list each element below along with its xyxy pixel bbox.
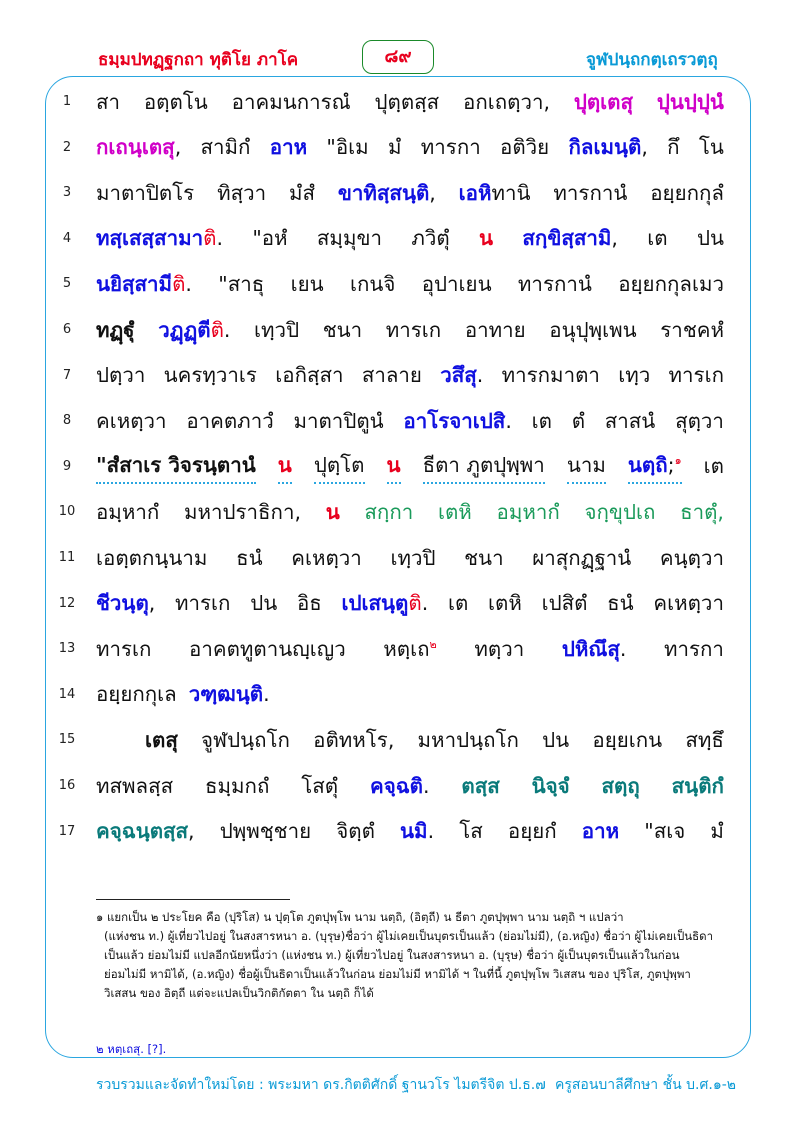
word: ทารเก <box>385 317 442 342</box>
word: อกเถตฺวา, <box>463 89 551 114</box>
word: อยฺยเกน <box>592 727 663 752</box>
line-number: 4 <box>62 230 72 246</box>
word: น <box>387 449 401 484</box>
word: ทารกานํ <box>553 180 628 205</box>
word: อยฺยกกุเล <box>96 682 177 707</box>
word: ขาทิสฺสนฺติ, <box>337 180 436 205</box>
word: กึ <box>667 135 680 160</box>
word: เทฺวปิ <box>254 317 300 342</box>
word: ราชคหํ <box>660 317 724 342</box>
line-number: 15 <box>58 732 76 748</box>
word: อยฺยกํ <box>507 819 557 844</box>
word: อิธ <box>296 591 322 616</box>
word: น <box>278 449 292 484</box>
word: คเหตฺวา <box>96 408 167 433</box>
text-line <box>96 447 724 487</box>
word: ทสฺเสสฺสามาติ. <box>96 226 223 251</box>
word: อาคตภาวํ <box>186 408 274 433</box>
word: กเถนฺเตสุ, <box>96 135 182 160</box>
word: ชนา <box>322 317 363 342</box>
word: ทารเก <box>175 591 231 616</box>
word: อยฺยกกุลเมว <box>618 271 724 296</box>
page-number: ๘๙ <box>362 40 434 74</box>
footnote-2-text: ๒ หตฺเถสุ. [?]. <box>96 1042 167 1056</box>
word: อาห <box>269 135 308 160</box>
line-number: 1 <box>62 94 72 109</box>
word: เต <box>647 226 668 251</box>
footer-right: ครูสอนบาลีศึกษา ชั้น บ.ศ.๑-๒ <box>554 1077 736 1093</box>
word: ธนํ <box>607 591 634 616</box>
word: อติทหโร, <box>313 727 395 752</box>
word: สุตฺวา <box>675 408 724 433</box>
word: สกฺขิสฺสามิ, <box>522 226 618 251</box>
word: ภวิตุํ <box>411 226 450 251</box>
word: สาลาย <box>361 363 422 388</box>
word: ทฏฺฐุํ <box>96 317 135 342</box>
text-line <box>96 173 724 213</box>
word: เตหิ <box>488 591 522 616</box>
word: น <box>479 226 494 251</box>
footnote-2 <box>96 1040 756 1059</box>
word: สามิกํ <box>200 135 251 160</box>
line-number: 14 <box>58 686 76 702</box>
text-line <box>96 492 724 532</box>
word: จกฺขุปเถ <box>584 499 656 524</box>
text-line <box>96 356 724 396</box>
word: เทฺวปิ <box>390 545 436 570</box>
word: เปเสนฺตูติ. <box>341 591 429 616</box>
text-line <box>96 766 724 806</box>
text-line <box>96 538 724 578</box>
word: ทารกา <box>420 135 481 160</box>
line-number: 7 <box>62 367 72 383</box>
word: ปุตฺเตสุ <box>573 89 634 114</box>
word: ทารกานํ <box>517 271 592 296</box>
word: คจฺฉนฺตสฺส, <box>96 819 195 844</box>
word: เอหิทานิ <box>458 180 531 205</box>
word: นิจฺจํ <box>531 773 570 798</box>
word: สมฺมุขา <box>316 226 382 251</box>
word: สา <box>96 89 121 114</box>
text-line <box>96 219 724 259</box>
word: เกนจิ <box>349 271 396 296</box>
text-line <box>96 82 724 122</box>
text-line <box>145 720 724 760</box>
word: คเหตฺวา <box>653 591 724 616</box>
footnote-1-line: ย่อมไม่มี หามิได้, (อ.หญิง) ชื่อผู้เป็นธิดาเป็นแล้วในก่อน ย่อมไม่มี หามิได้ ฯ ในที่นี้ ภูตปุพฺโพ วิเสสน ของ ปุริโส, ภูตปุพฺพา <box>104 967 691 981</box>
word: ปน <box>696 226 724 251</box>
word: ผาสุกฏฺฐานํ <box>532 545 632 570</box>
word: โน <box>698 135 724 160</box>
footnote-1-line: (แห่งชน ท.) ผู้เที่ยวไปอยู่ ในสงสารหนา อ. (บุรุษ)ชื่อว่า ผู้ไม่เคยเป็นบุตรเป็นแล้ว (ย่อมไม่มี), (อ.หญิง) ชื่อว่า ผู้ไม่เคยเป็นธิดา <box>104 929 714 943</box>
word: สทฺธึ <box>685 727 724 752</box>
word: อมฺหากํ <box>496 499 560 524</box>
word: มาตาปิตโร <box>96 180 195 205</box>
text-line <box>96 812 724 852</box>
word: อุปาเยน <box>421 271 492 296</box>
word: กิลเมนฺติ, <box>568 135 648 160</box>
word: ทตฺวา <box>474 636 525 661</box>
word: คเหตฺวา <box>291 545 362 570</box>
line-number: 11 <box>58 550 76 565</box>
line-number: 9 <box>62 458 72 474</box>
word: ปหิณึสุ. <box>561 636 627 661</box>
word: คจฺฉติ. <box>369 773 430 798</box>
word: มหาปราธิกา, <box>183 499 301 524</box>
word: ปน <box>542 727 570 752</box>
word: อนุปุพฺเพน <box>549 317 637 342</box>
text-line <box>96 310 724 350</box>
word: ธมฺมกถํ <box>205 773 270 798</box>
word: อาโรจาเปสิ. <box>403 408 512 433</box>
line-number: 5 <box>62 276 72 292</box>
word: ปตฺวา <box>96 363 146 388</box>
word: นครทฺวาเร <box>163 363 257 388</box>
footnote-1-line: ๑ แยกเป็น ๒ ประโยค คือ (ปุริโส) น ปุตฺโต ภูตปุพฺโพ นาม นตฺถิ, (อิตฺถี) น ธีตา ภูตปุพฺพา นาม นตฺถิ ฯ แปลว่า <box>96 910 624 924</box>
word: อาคมนการณํ <box>231 89 351 114</box>
word: มํ <box>387 135 402 160</box>
word: เต <box>447 591 469 616</box>
line-number: 10 <box>58 504 76 520</box>
word: อตฺตโน <box>143 89 208 114</box>
word: ปพฺพชฺชาย <box>219 819 312 844</box>
word: โส <box>459 819 483 844</box>
word: เอกิสฺสา <box>275 363 344 388</box>
text-line <box>96 675 724 715</box>
word: "สํสาเร วิจรนฺตานํ <box>96 449 256 484</box>
word: คนฺตฺวา <box>659 545 724 570</box>
word: นตฺถิ;$^๑$ <box>628 449 682 484</box>
word: "สเจ <box>644 819 686 844</box>
word: มํ <box>710 819 724 844</box>
word: ธนํ <box>236 545 263 570</box>
footer <box>96 1074 736 1096</box>
word: อยฺยกกุลํ <box>650 180 724 205</box>
word: มหาปนฺถโก <box>417 727 519 752</box>
word: เต <box>531 408 552 433</box>
word: อติวิย <box>500 135 550 160</box>
word: ทารเก <box>668 363 724 388</box>
word: มํสํ <box>288 180 316 205</box>
word: วสึสุ. <box>440 363 484 388</box>
line-number: 8 <box>62 413 72 429</box>
word: จูฬปนฺถโก <box>201 727 290 752</box>
word: ตสฺส <box>461 773 500 798</box>
word: น <box>325 499 340 524</box>
word: "สาธุ <box>218 271 265 296</box>
line-number: 3 <box>62 185 72 201</box>
word: "อหํ <box>252 226 288 251</box>
footnote-1 <box>96 908 756 1003</box>
word: เปสิตํ <box>541 591 588 616</box>
text-line <box>96 264 724 304</box>
word: มาตาปิตูนํ <box>293 408 384 433</box>
word: วฑฺฒนฺติ. <box>188 682 270 707</box>
footer-left: รวบรวมและจัดทำใหม่โดย : พระมหา ดร.กิตติศักดิ์ ฐานวโร ไมตรีจิต ป.ธ.๗ <box>96 1077 546 1093</box>
word: ปุตฺตสฺส <box>374 89 440 114</box>
footnote-1-line: เป็นแล้ว ย่อมไม่มี แปลอีกนัยหนึ่งว่า (แห่งชน ท.) ผู้เที่ยวไปอยู่ ในสงสารหนา อ. (บุรุษ) ชื่อว่า ผู้เป็นบุตรเป็นแล้วในก่อน <box>104 948 680 962</box>
word: "อิเม <box>326 135 369 160</box>
word: ทารกมาตา <box>501 363 600 388</box>
word: ตํ <box>571 408 586 433</box>
word: จิตฺตํ <box>336 819 375 844</box>
word: นยิสฺสามีติ. <box>96 271 192 296</box>
word: อมฺหากํ <box>96 499 160 524</box>
line-number: 12 <box>58 595 76 611</box>
word: ทารเก <box>96 636 152 661</box>
word: เทฺว <box>618 363 651 388</box>
word: อาทาย <box>464 317 526 342</box>
header-title-right: จูฬปนฺถกตฺเถรวตฺถุ <box>586 50 718 70</box>
word: เต <box>703 454 724 479</box>
word: นมิ. <box>400 819 435 844</box>
word: สนฺติกํ <box>671 773 724 798</box>
line-number: 16 <box>58 778 76 793</box>
word: สกฺกา <box>364 499 414 524</box>
footnote-rule <box>96 899 290 900</box>
word: นาม <box>567 449 606 484</box>
word: อาคตทูตานญฺเญว <box>189 636 346 661</box>
word: ทสพลสฺส <box>96 773 174 798</box>
word: ชีวนฺตุ, <box>96 591 156 616</box>
word: ปน <box>250 591 278 616</box>
word: ทารกา <box>663 636 724 661</box>
word: ปุนปฺปุนํ <box>656 89 724 114</box>
line-number: 13 <box>58 641 76 657</box>
word: ชนา <box>464 545 504 570</box>
header-title-left: ธมฺมปทฏฺฐกถา ทุติโย ภาโค <box>98 50 299 70</box>
text-line <box>96 629 724 669</box>
word: อาห <box>581 819 620 844</box>
word: วฏฺฏฺตีติ. <box>158 317 231 342</box>
text-line <box>96 128 724 168</box>
word: เตหิ <box>437 499 472 524</box>
word: ทิสฺวา <box>217 180 267 205</box>
footnote-1-line: วิเสสน ของ อิตฺถี แต่จะแปลเป็นวิกติกัตตา ใน นตฺถิ ก็ได้ <box>104 986 374 1000</box>
word: ธาตุํ, <box>680 499 724 524</box>
word: เยน <box>290 271 324 296</box>
line-number: 17 <box>58 823 76 839</box>
word: ปุตฺโต <box>314 449 365 484</box>
word: เอตฺตกนฺนาม <box>96 545 208 570</box>
word: เตสุ <box>145 727 178 752</box>
word: ธีตา ภูตปุพฺพา <box>423 449 545 484</box>
line-number: 2 <box>62 139 72 155</box>
word: สาสนํ <box>604 408 656 433</box>
line-number: 6 <box>62 322 72 337</box>
word: หตฺเถ$^๒$ <box>383 636 437 661</box>
word: โสตุํ <box>301 773 339 798</box>
text-line <box>96 584 724 624</box>
word: สตฺถุ <box>601 773 640 798</box>
text-line <box>96 401 724 441</box>
